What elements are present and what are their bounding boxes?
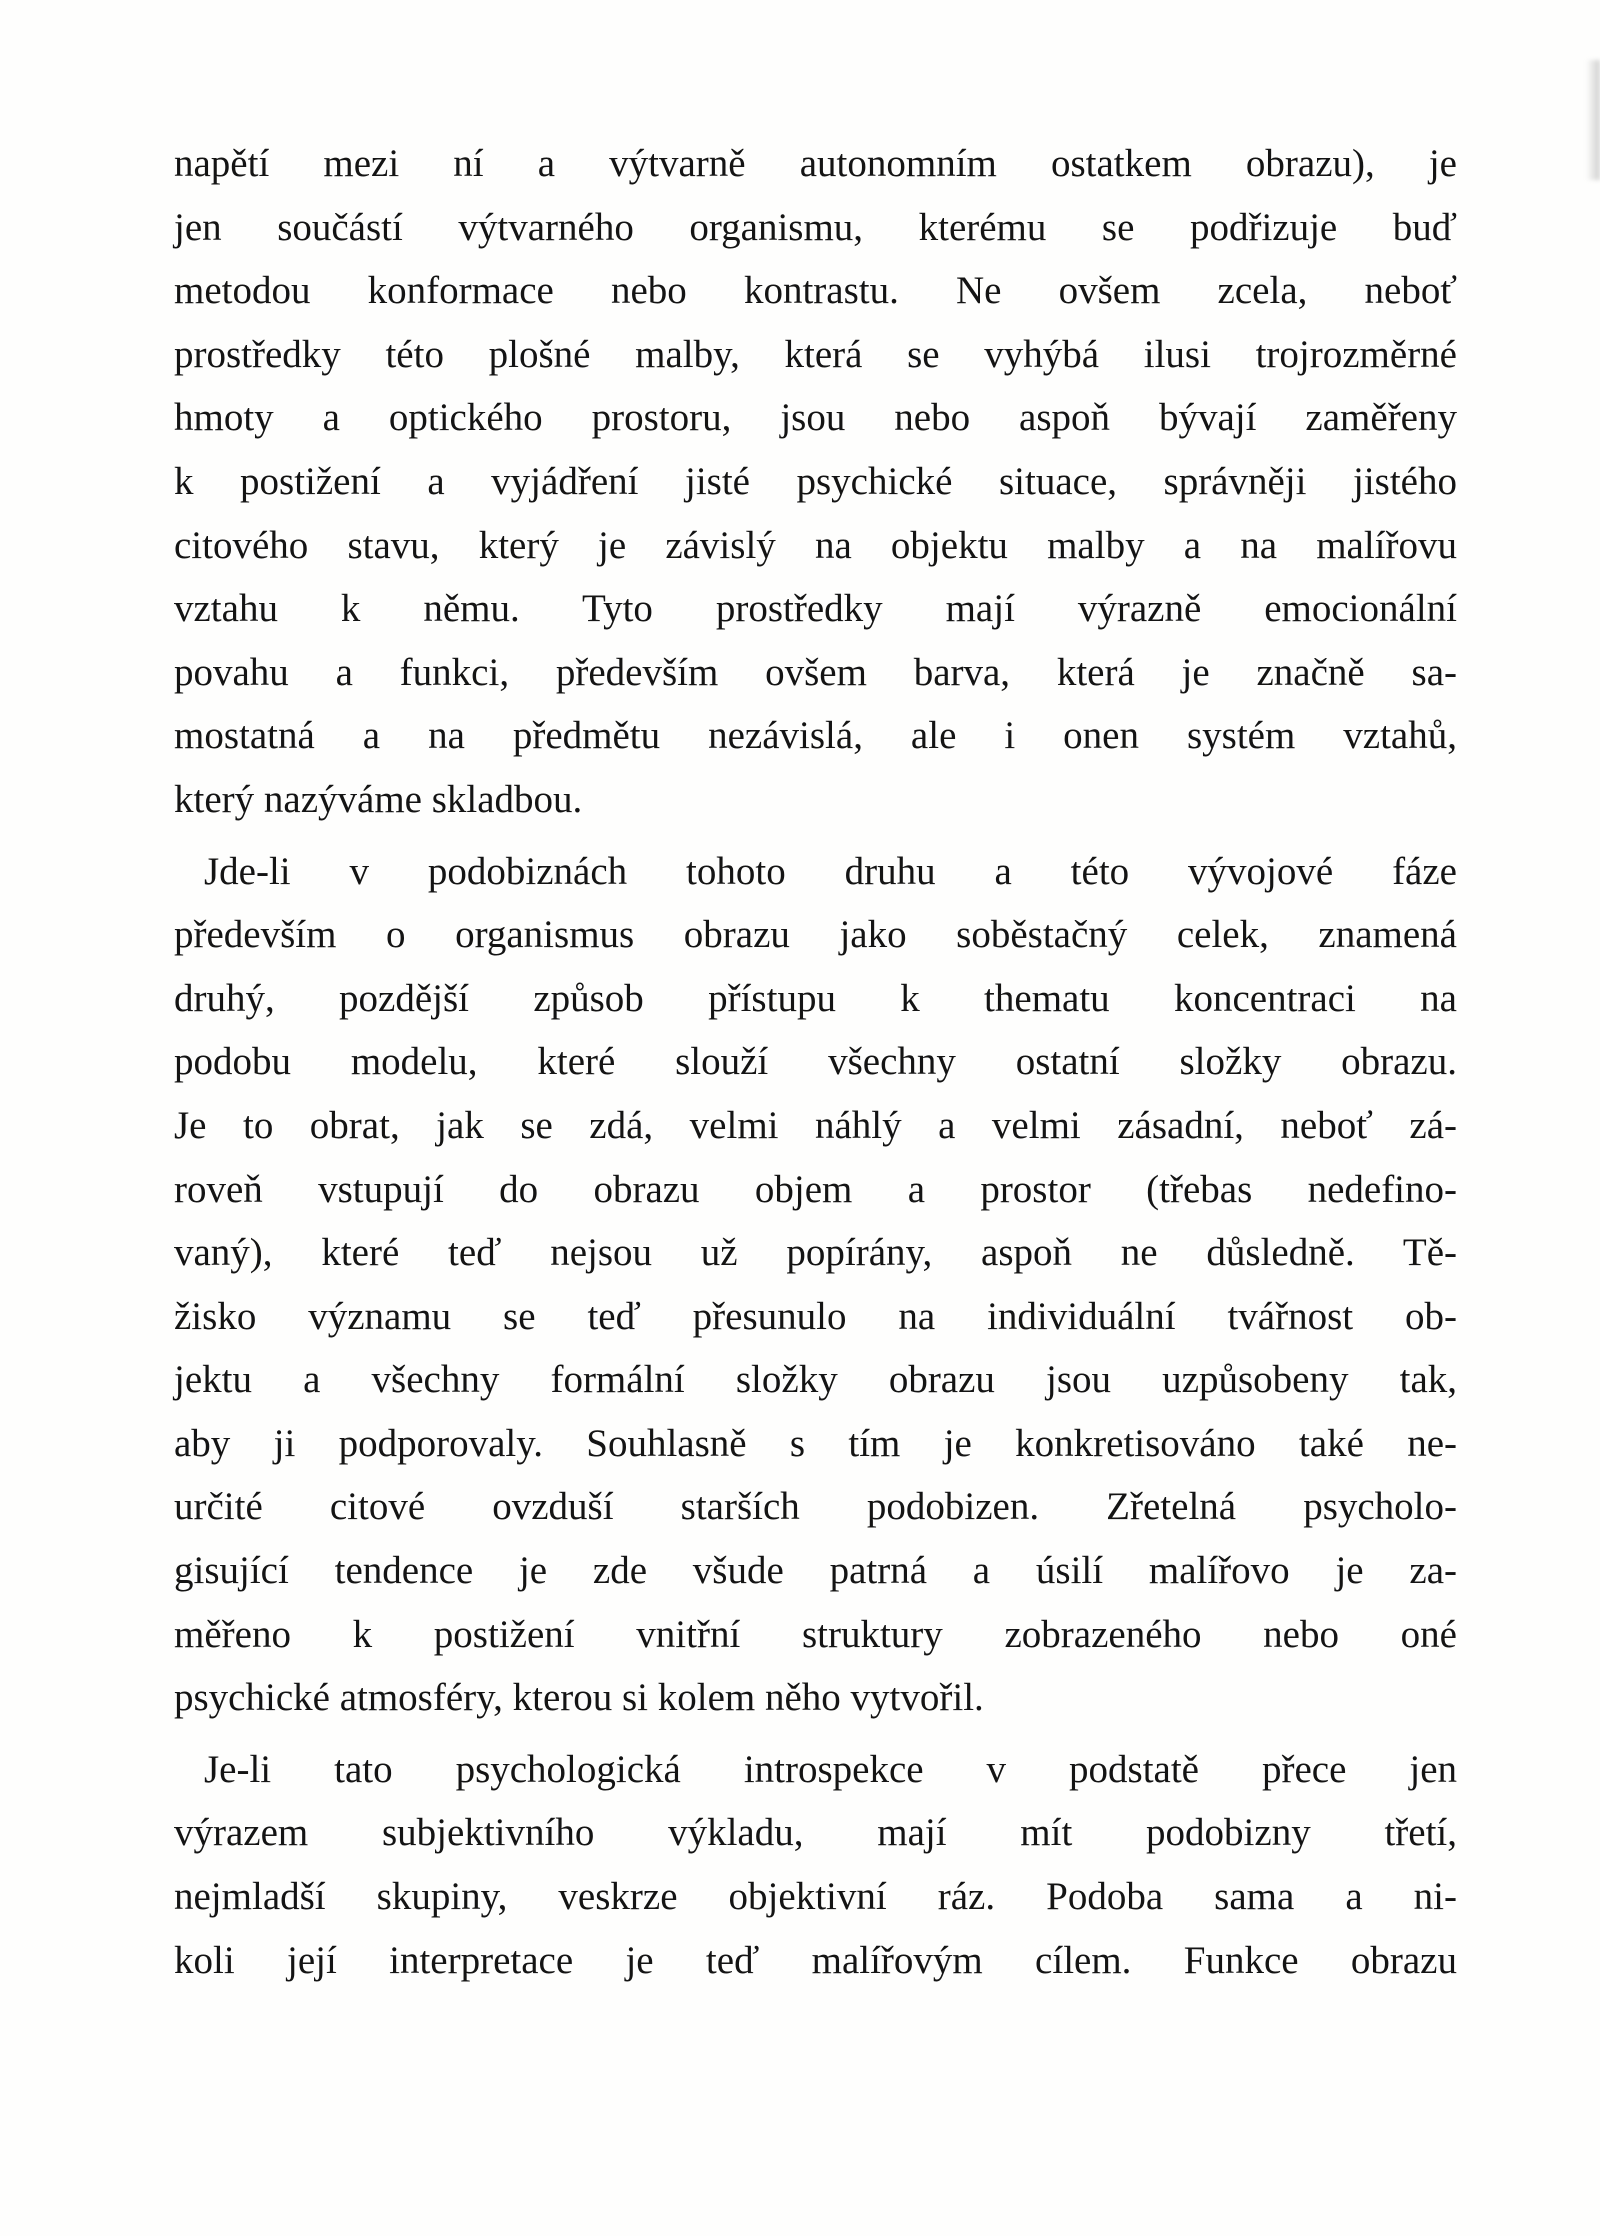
text-line: gisující tendence je zde všude patrná a úsilí malířovo je za- [174, 1549, 1457, 1593]
text-line: žisko významu se teď přesunulo na individuální tvářnost ob- [174, 1294, 1457, 1338]
text-line: k postižení a vyjádření jisté psychické situace, správněji jistého [174, 459, 1457, 503]
paragraph-3 [174, 1738, 1457, 1992]
text-line: napětí mezi ní a výtvarně autonomním ostatkem obrazu), je [174, 142, 1457, 185]
paragraph-1 [174, 132, 1457, 832]
text-line: vaný), které teď nejsou už popírány, aspoň ne důsledně. Tě- [174, 1231, 1457, 1275]
text-line: výrazem subjektivního výkladu, mají mít podobizny třetí, [174, 1811, 1457, 1855]
text-line: koli její interpretace je teď malířovým cílem. Funkce obrazu [174, 1938, 1457, 1982]
text-line: citového stavu, který je závislý na objektu malby a na malířovu [174, 523, 1457, 567]
text-line: mostatná a na předmětu nezávislá, ale i onen systém vztahů, [174, 714, 1457, 758]
text-line: měřeno k postižení vnitřní struktury zobrazeného nebo oné [174, 1612, 1457, 1656]
text-line: druhý, pozdější způsob přístupu k thematu koncentraci na [174, 976, 1457, 1020]
text-line: určité citové ovzduší starších podobizen. Zřetelná psycholo- [174, 1485, 1457, 1529]
text-line: nejmladší skupiny, veskrze objektivní ráz. Podoba sama a ni- [174, 1875, 1457, 1919]
text-line: aby ji podporovaly. Souhlasně s tím je konkretisováno také ne- [174, 1421, 1457, 1465]
paragraph-2 [174, 840, 1457, 1730]
text-line: metodou konformace nebo kontrastu. Ne ovšem zcela, neboť [174, 269, 1457, 313]
text-line: povahu a funkci, především ovšem barva, která je značně sa- [174, 650, 1457, 694]
text-line: především o organismus obrazu jako soběstačný celek, znamená [174, 913, 1457, 957]
text-line: psychické atmosféry, kterou si kolem něho vytvořil. [174, 1676, 984, 1720]
text-line: Je to obrat, jak se zdá, velmi náhlý a velmi zásadní, neboť zá- [174, 1103, 1457, 1147]
text-line: podobu modelu, které slouží všechny ostatní složky obrazu. [174, 1040, 1457, 1084]
text-line: vztahu k němu. Tyto prostředky mají výrazně emocionální [174, 587, 1457, 631]
body-text [174, 132, 1457, 2000]
text-line: prostředky této plošné malby, která se vyhýbá ilusi trojrozměrné [174, 332, 1457, 376]
page-edge-shadow [1586, 60, 1600, 180]
text-line: jen součástí výtvarného organismu, kterému se podřizuje buď [174, 205, 1457, 249]
text-line: Jde-li v podobiznách tohoto druhu a této vývojové fáze [204, 849, 1457, 893]
text-line: hmoty a optického prostoru, jsou nebo aspoň bývají zaměřeny [174, 396, 1457, 440]
text-line: jektu a všechny formální složky obrazu jsou uzpůsobeny tak, [174, 1358, 1457, 1402]
text-line: Je-li tato psychologická introspekce v podstatě přece jen [204, 1747, 1457, 1791]
text-line: roveň vstupují do obrazu objem a prostor (třebas nedefino- [174, 1167, 1457, 1211]
text-line: který nazýváme skladbou. [174, 777, 583, 821]
